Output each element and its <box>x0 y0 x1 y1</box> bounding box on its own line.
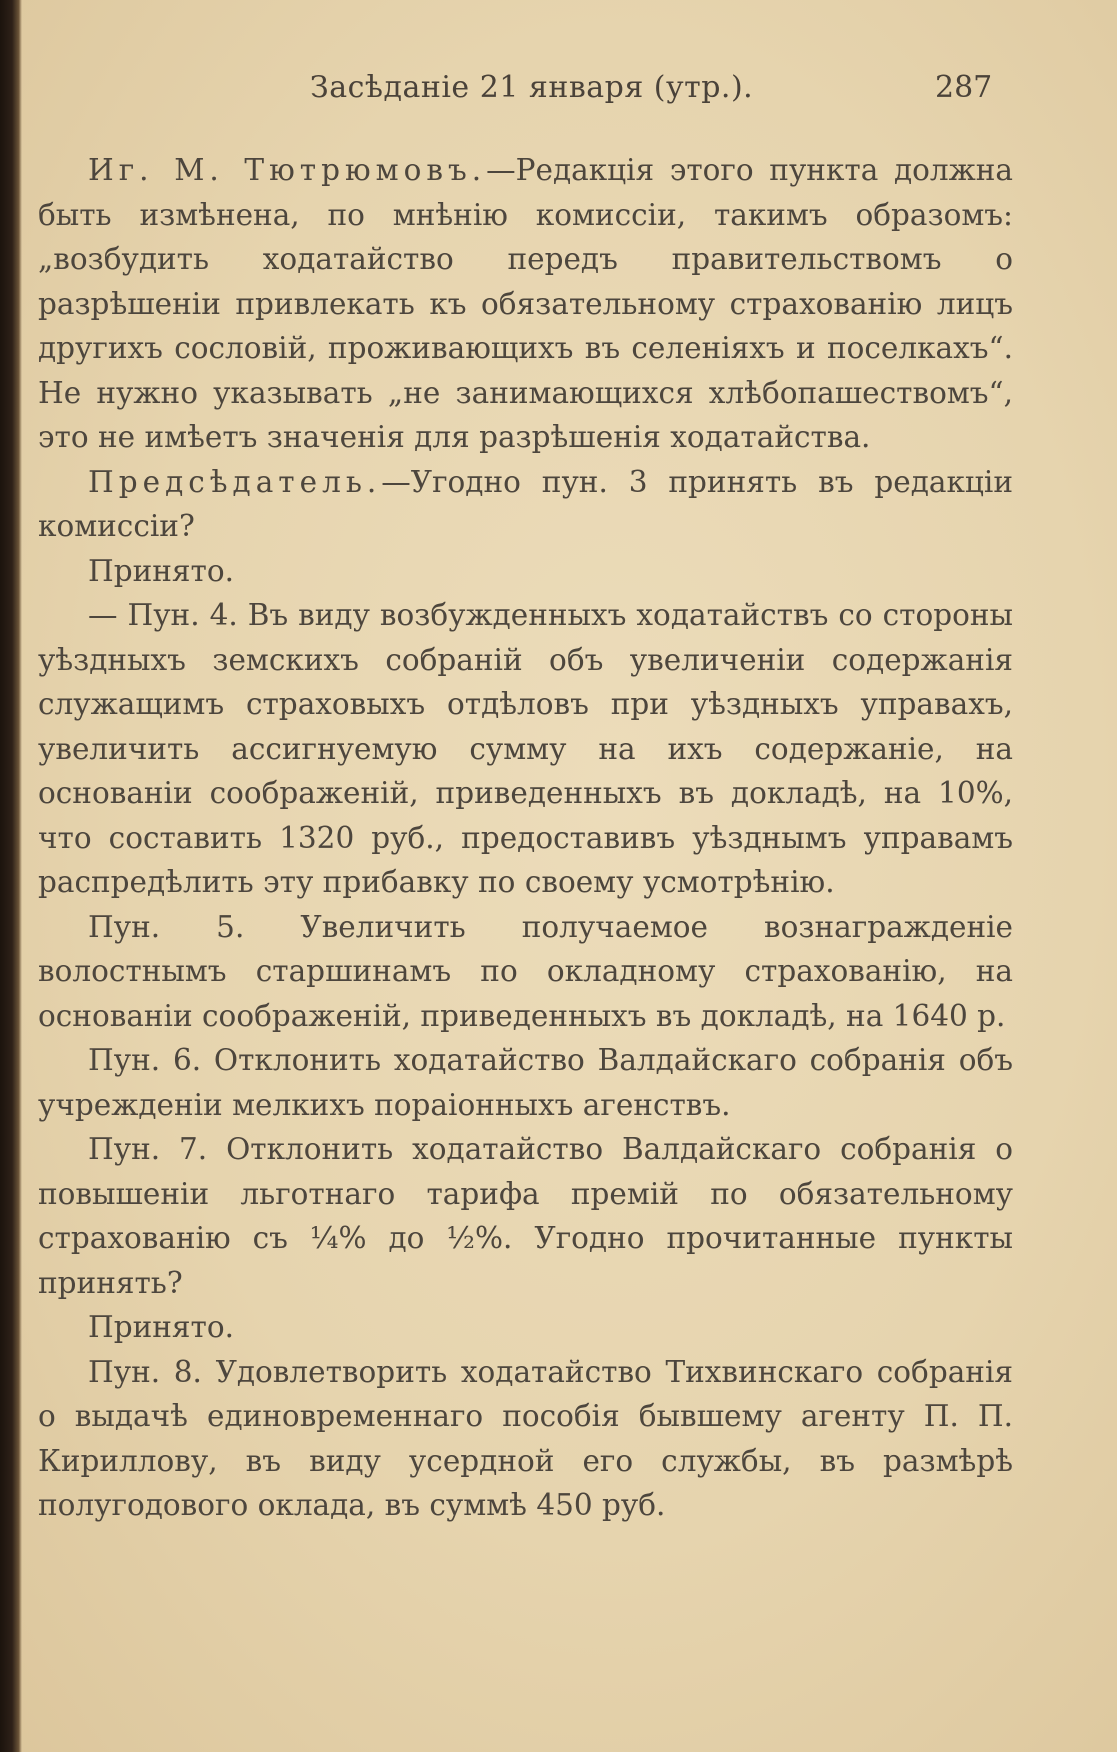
paragraph-text: —Угодно пун. 3 принять въ редакціи комиссіи? <box>38 464 1013 543</box>
paragraph-text: —Редакція этого пункта должна быть измѣнена, по мнѣнію комиссіи, такимъ образомъ: „возбудить ходатайство передъ правительствомъ о разрѣшеніи привлекать къ обязательному страхованію лицъ другихъ сословій, проживающихъ въ селеніяхъ и поселкахъ“. Не нужно указывать „не занимающихся хлѣбопашествомъ“, это не имѣетъ значенія для разрѣшенія ходатайства. <box>38 153 1014 454</box>
paragraph-text: Принято. <box>88 553 235 588</box>
paragraph-text: Пун. 5. Увеличить получаемое вознагражденіе волостнымъ старшинамъ по окладному страхованію, на основаніи соображеній, приведенныхъ въ докладѣ, на 1640 р. <box>38 909 1013 1033</box>
page-body <box>38 148 1013 1528</box>
running-title: Засѣданіе 21 января (утр.). <box>310 70 754 105</box>
paragraph-point-6 <box>38 1038 1013 1127</box>
paragraph-tyutryumov <box>38 148 1013 460</box>
paragraph-text: — Пун. 4. Въ виду возбужденныхъ ходатайствъ со стороны уѣздныхъ земскихъ собраній объ увеличеніи содержанія служащимъ страховыхъ отдѣловъ при уѣздныхъ управахъ, увеличить ассигнуемую сумму на ихъ содержаніе, на основаніи соображеній, приведенныхъ въ докладѣ, на 10%, что составить 1320 руб., предоставивъ уѣзднымъ управамъ распредѣлить эту прибавку по своему усмотрѣнію. <box>38 598 1013 899</box>
paragraph-text: Принято. <box>88 1310 235 1344</box>
paragraph-text: Пун. 6. Отклонить ходатайство Валдайскаго собранія объ учрежденіи мелкихъ пораіонныхъ агенствъ. <box>38 1043 1013 1122</box>
page-number: 287 <box>935 70 993 105</box>
book-spine-shadow <box>0 0 22 1752</box>
speaker-name: Предсѣдатель. <box>88 464 382 499</box>
paragraph-point-7 <box>38 1127 1013 1305</box>
paragraph-point-8 <box>38 1350 1013 1528</box>
speaker-name: Иг. М. Тютрюмовъ. <box>88 153 487 187</box>
paragraph-accepted-1 <box>38 549 1013 594</box>
paragraph-text: Пун. 7. Отклонить ходатайство Валдайскаго собранія о повышеніи льготнаго тарифа премій по обязательному страхованію съ ¼% до ½%. Угодно прочитанные пункты принять? <box>38 1132 1013 1300</box>
paragraph-point-4 <box>38 593 1013 905</box>
paragraph-point-5 <box>38 905 1013 1039</box>
page-header <box>0 70 1117 120</box>
paragraph-text: Пун. 8. Удовлетворить ходатайство Тихвинскаго собранія о выдачѣ единовременнаго пособія бывшему агенту П. П. Кириллову, въ виду усердной его службы, въ размѣрѣ полугодового оклада, въ суммѣ 450 руб. <box>38 1354 1013 1522</box>
paragraph-accepted-2 <box>38 1305 1013 1350</box>
paragraph-chairman <box>38 460 1013 549</box>
